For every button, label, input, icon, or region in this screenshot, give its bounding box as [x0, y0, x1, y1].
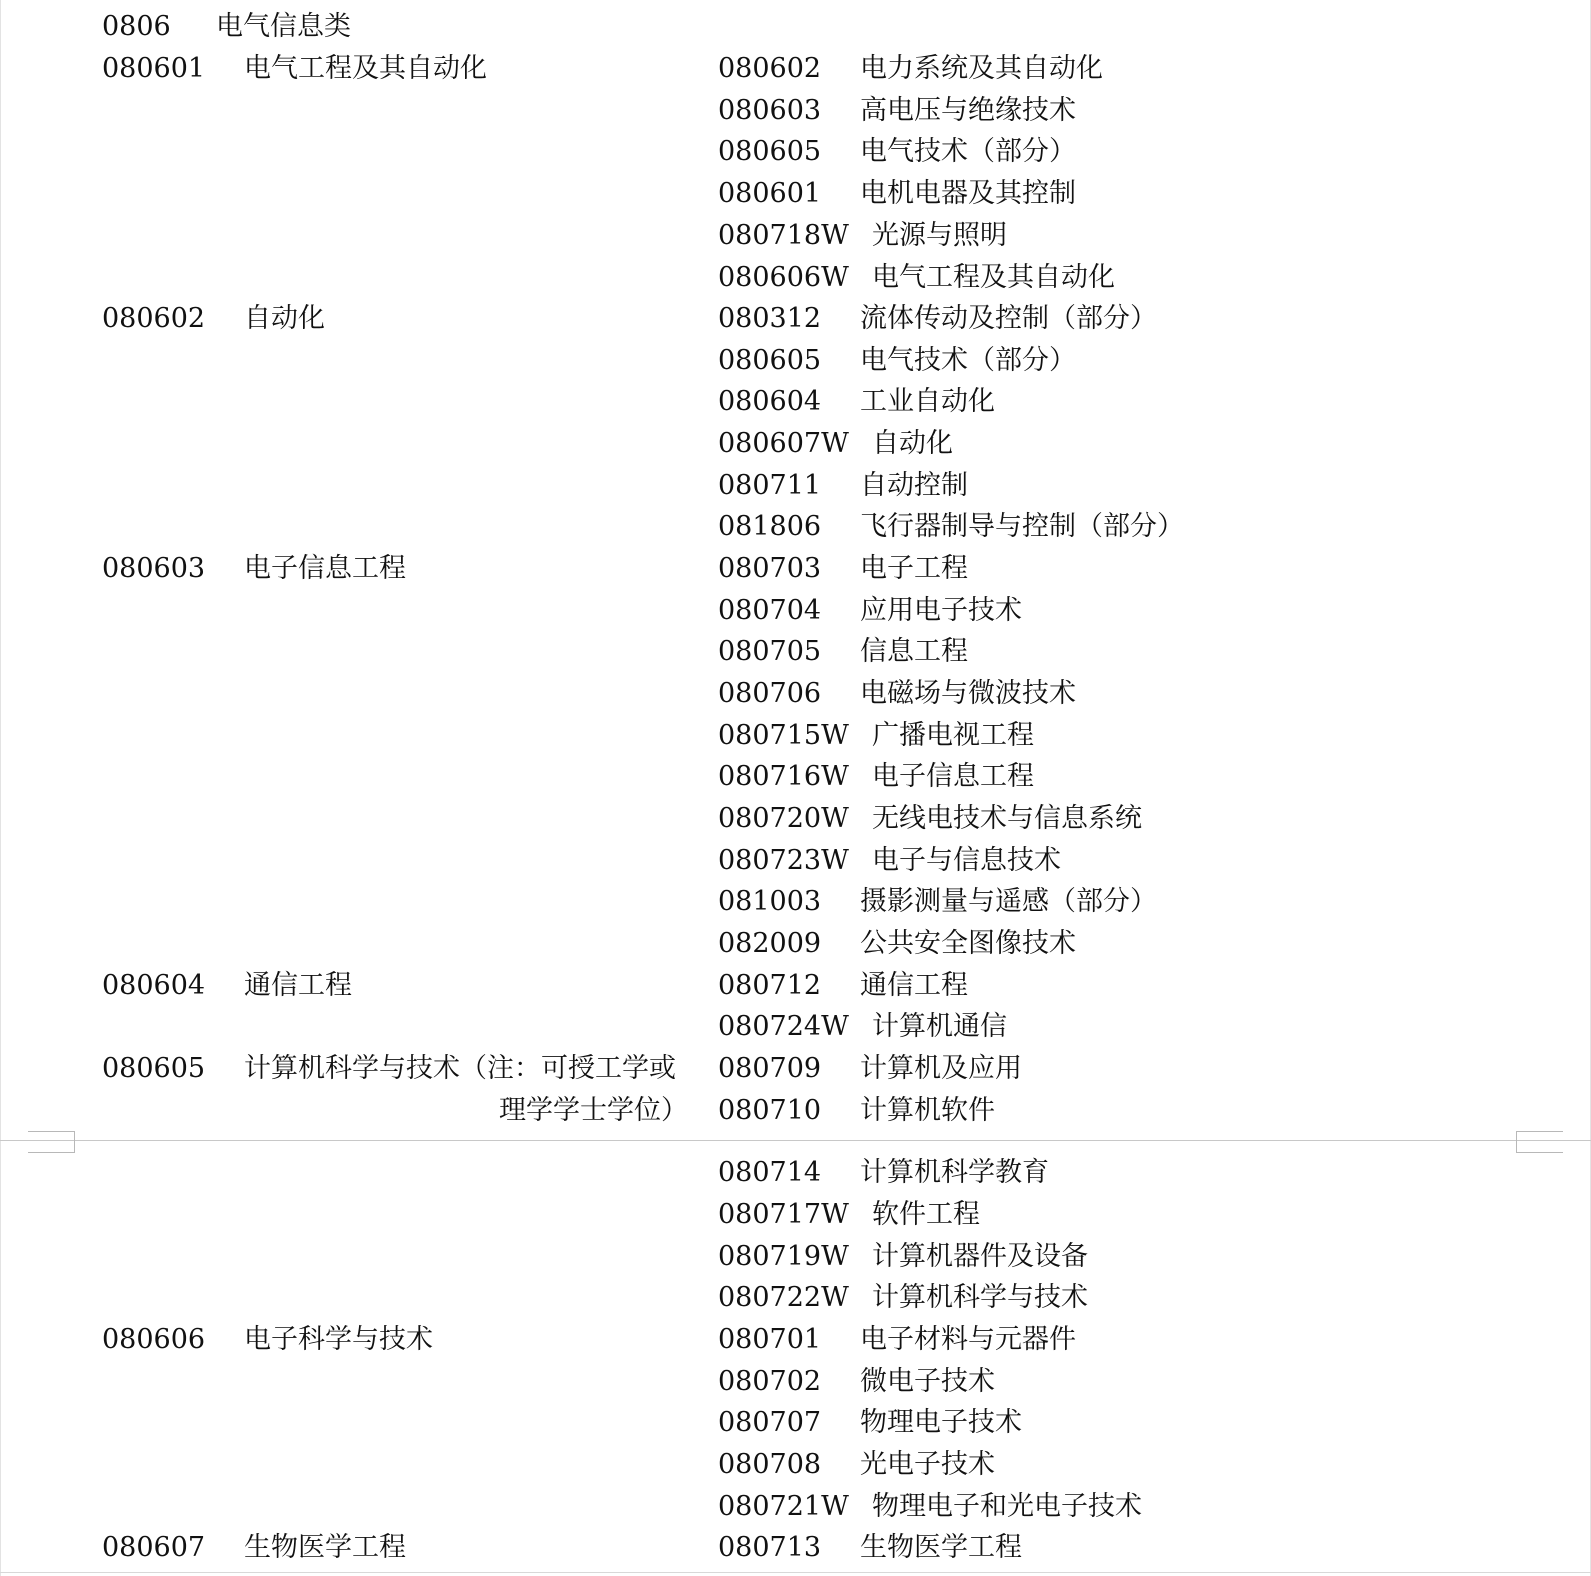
old-major-name: 电机电器及其控制 [860, 178, 1076, 209]
old-major-code: 080714 [718, 1157, 822, 1188]
major-name: 生物医学工程 [244, 1532, 406, 1563]
major-code: 080603 [102, 553, 206, 584]
major-name: 电子信息工程 [244, 553, 406, 584]
old-major-name: 电子材料与元器件 [860, 1324, 1076, 1355]
old-major-name: 无线电技术与信息系统 [872, 803, 1142, 834]
old-major-code: 080605 [718, 136, 822, 167]
old-major-name: 光电子技术 [860, 1449, 995, 1480]
old-major-name: 电子信息工程 [872, 761, 1034, 792]
left-page-corner-mark [28, 1131, 75, 1153]
old-major-code: 080707 [718, 1407, 822, 1438]
old-major-code: 081806 [718, 511, 822, 542]
major-name-continued: 理学学士学位） [499, 1095, 688, 1126]
old-major-name: 软件工程 [872, 1199, 980, 1230]
old-major-name: 计算机科学与技术 [872, 1282, 1088, 1313]
old-major-code: 080703 [718, 553, 822, 584]
bottom-divider [0, 1572, 1591, 1573]
old-major-name: 公共安全图像技术 [860, 928, 1076, 959]
old-major-code: 080701 [718, 1324, 822, 1355]
old-major-name: 计算机通信 [872, 1011, 1007, 1042]
major-name: 电气工程及其自动化 [244, 53, 487, 84]
old-major-name: 电子工程 [860, 553, 968, 584]
old-major-name: 自动化 [872, 428, 953, 459]
old-major-code: 080715W [718, 720, 849, 751]
old-major-code: 082009 [718, 928, 822, 959]
right-page-corner-mark [1516, 1131, 1563, 1153]
category-code: 0806 [102, 11, 171, 42]
old-major-code: 080702 [718, 1366, 822, 1397]
old-major-code: 080712 [718, 970, 822, 1001]
old-major-code: 080607W [718, 428, 849, 459]
page-break-divider [0, 1140, 1591, 1141]
old-major-name: 物理电子和光电子技术 [872, 1491, 1142, 1522]
old-major-name: 光源与照明 [872, 220, 1007, 251]
major-name: 通信工程 [244, 970, 352, 1001]
old-major-name: 电气工程及其自动化 [872, 262, 1115, 293]
old-major-name: 电气技术（部分） [860, 136, 1076, 167]
major-code: 080602 [102, 303, 206, 334]
old-major-code: 080605 [718, 345, 822, 376]
old-major-name: 高电压与绝缘技术 [860, 95, 1076, 126]
old-major-code: 080604 [718, 386, 822, 417]
old-major-code: 080718W [718, 220, 849, 251]
major-code: 080605 [102, 1053, 206, 1084]
old-major-code: 080716W [718, 761, 849, 792]
old-major-name: 电气技术（部分） [860, 345, 1076, 376]
old-major-name: 生物医学工程 [860, 1532, 1022, 1563]
old-major-code: 080723W [718, 845, 849, 876]
old-major-code: 080606W [718, 262, 849, 293]
old-major-name: 流体传动及控制（部分） [860, 303, 1157, 334]
old-major-name: 信息工程 [860, 636, 968, 667]
major-code: 080607 [102, 1532, 206, 1563]
old-major-code: 080721W [718, 1491, 849, 1522]
major-name: 计算机科学与技术（注：可授工学或 [244, 1053, 676, 1084]
old-major-name: 摄影测量与遥感（部分） [860, 886, 1157, 917]
old-major-name: 电磁场与微波技术 [860, 678, 1076, 709]
old-major-code: 080710 [718, 1095, 822, 1126]
old-major-code: 080717W [718, 1199, 849, 1230]
old-major-name: 电力系统及其自动化 [860, 53, 1103, 84]
old-major-name: 自动控制 [860, 470, 968, 501]
old-major-name: 计算机器件及设备 [872, 1241, 1088, 1272]
old-major-code: 080713 [718, 1532, 822, 1563]
old-major-name: 广播电视工程 [872, 720, 1034, 751]
old-major-name: 工业自动化 [860, 386, 995, 417]
old-major-code: 080708 [718, 1449, 822, 1480]
old-major-name: 计算机科学教育 [860, 1157, 1049, 1188]
major-name: 电子科学与技术 [244, 1324, 433, 1355]
old-major-name: 微电子技术 [860, 1366, 995, 1397]
category-name: 电气信息类 [216, 11, 351, 42]
old-major-code: 080312 [718, 303, 822, 334]
major-code: 080604 [102, 970, 206, 1001]
old-major-name: 飞行器制导与控制（部分） [860, 511, 1184, 542]
old-major-code: 080709 [718, 1053, 822, 1084]
old-major-name: 通信工程 [860, 970, 968, 1001]
old-major-code: 080724W [718, 1011, 849, 1042]
old-major-name: 计算机及应用 [860, 1053, 1022, 1084]
old-major-code: 080706 [718, 678, 822, 709]
old-major-code: 080704 [718, 595, 822, 626]
major-code: 080601 [102, 53, 206, 84]
old-major-name: 电子与信息技术 [872, 845, 1061, 876]
major-code: 080606 [102, 1324, 206, 1355]
major-name: 自动化 [244, 303, 325, 334]
old-major-code: 080711 [718, 470, 822, 501]
old-major-name: 物理电子技术 [860, 1407, 1022, 1438]
old-major-code: 080705 [718, 636, 822, 667]
old-major-code: 080601 [718, 178, 822, 209]
old-major-code: 080722W [718, 1282, 849, 1313]
old-major-code: 080719W [718, 1241, 849, 1272]
old-major-code: 080602 [718, 53, 822, 84]
old-major-code: 081003 [718, 886, 822, 917]
old-major-code: 080720W [718, 803, 849, 834]
old-major-code: 080603 [718, 95, 822, 126]
old-major-name: 应用电子技术 [860, 595, 1022, 626]
old-major-name: 计算机软件 [860, 1095, 995, 1126]
